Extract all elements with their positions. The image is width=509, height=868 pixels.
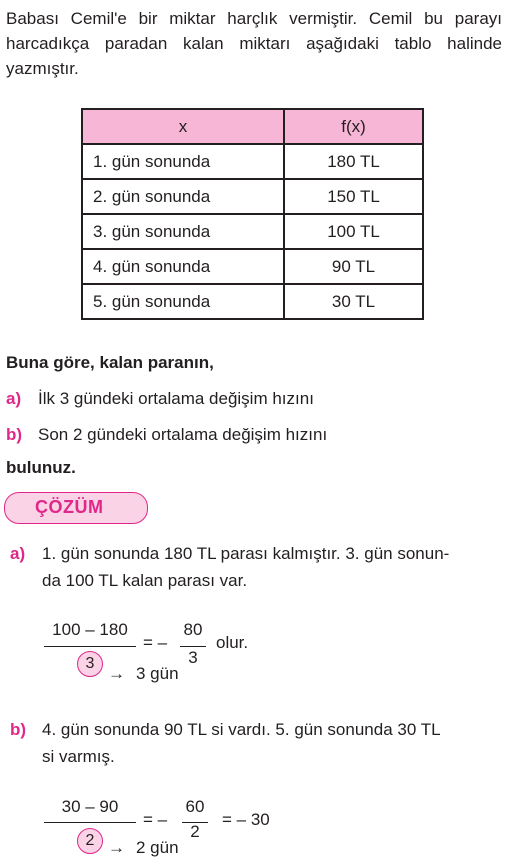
column-header-fx: f(x) [284,109,423,144]
result-numerator: 60 [185,797,205,816]
denominator-note: 2 gün [136,838,179,857]
table-cell-fx: 180 TL [284,144,423,179]
denominator-note: 3 gün [136,664,179,683]
question-item-b [6,422,327,447]
item-marker: a) [10,544,26,563]
item-text: İlk 3 gündeki ortalama değişim hızını [38,389,314,408]
table-row [82,179,423,214]
table-cell-fx: 100 TL [284,214,423,249]
table-cell-x: 4. gün sonunda [82,249,284,284]
question-lead: Buna göre, kalan paranın, [6,353,214,372]
intro-paragraph: Babası Cemil'e bir miktar harçlık vermiştir. Cemil bu parayı harcadıkça paradan kalan miktarı aşağıdaki tablo halinde yazmıştır. [6,9,502,78]
table-row [82,249,423,284]
solution-a-line2: da 100 TL kalan parası var. [42,571,248,590]
table-row [82,144,423,179]
solution-b-line2: si varmış. [42,747,115,766]
result-fraction-bar [180,646,206,647]
solution-text: 4. gün sonunda 90 TL si vardı. 5. gün sonunda 30 TL [42,720,441,739]
table-cell-x: 2. gün sonunda [82,179,284,214]
table-row [82,214,423,249]
circled-denominator: 3 [77,651,103,677]
solution-text: 1. gün sonunda 180 TL parası kalmıştır. 3. gün sonun- [42,544,450,563]
result-suffix: olur. [216,633,249,652]
table-cell-fx: 90 TL [284,249,423,284]
equals-minus: = – [143,810,168,829]
result-denominator: 2 [190,822,200,841]
table-cell-fx: 150 TL [284,179,423,214]
table-row [82,284,423,319]
fraction-numerator: 100 – 180 [52,620,128,639]
item-marker: b) [6,425,23,444]
fraction-bar [44,646,136,647]
arrow-icon: → [108,838,125,857]
values-table [81,108,424,320]
result-numerator: 80 [183,620,203,639]
solution-b-line1 [10,717,441,742]
item-marker: a) [6,389,22,408]
result-denominator: 3 [188,648,198,667]
fraction-numerator: 30 – 90 [61,797,119,816]
table-header-row [82,109,423,144]
table-cell-x: 5. gün sonunda [82,284,284,319]
question-end: bulunuz. [6,458,76,477]
circled-denominator: 2 [77,828,103,854]
solution-a-line1 [10,541,449,566]
table-cell-x: 1. gün sonunda [82,144,284,179]
final-result: = – 30 [222,810,270,829]
equals-minus: = – [143,633,168,652]
arrow-icon: → [108,664,125,683]
table-cell-x: 3. gün sonunda [82,214,284,249]
table-cell-fx: 30 TL [284,284,423,319]
item-marker: b) [10,720,27,739]
item-text: Son 2 gündeki ortalama değişim hızını [38,425,328,444]
fraction-bar [44,822,136,823]
question-item-a [6,386,314,411]
column-header-x: x [82,109,284,144]
solution-label: ÇÖZÜM [35,497,104,517]
